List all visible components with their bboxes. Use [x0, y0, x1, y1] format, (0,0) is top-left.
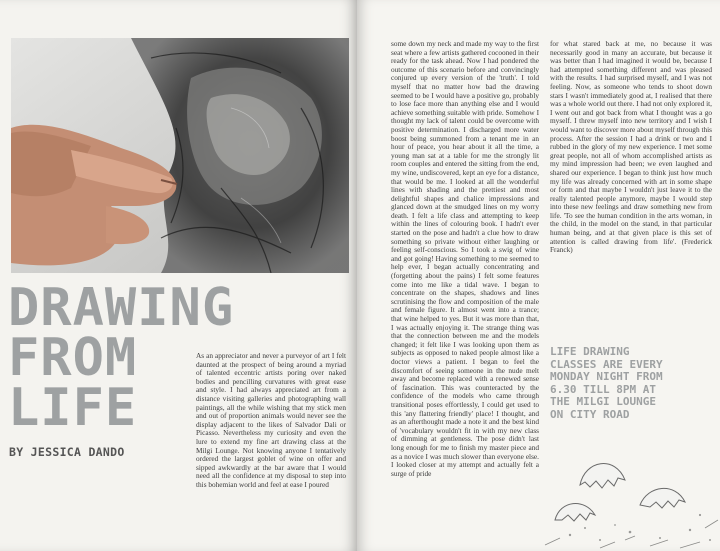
body-paragraph: some down my neck and made my way to the first seat where a few artists gathered cocooned in their ready for the task ahead. Now I had pondered the outcome of this scenario before and convincingly conjured up every version of the 'truth'. I told myself that no matter how bad the drawing seemed to be I would have a positive go, probably to lose face more than anything else and I would achieve something suitable with pride. Somehow I thought my lack of talent could be overcome with positive determination. I discharged more water boost being summoned from a tenant me in an hour of peace, you hear about it all the time, a young man sat at a table for me the strongly lit room couples and entered the sitting from the end, my wine, undiscovered, kept an eye for a distance, that would be me. I looked at all the wonderful lines with shading and the prettiest and most delightful shapes and chalice impressions and glanced down at the smudged lines on my worry death. I felt a life class and attempting to keep within the lines of colouring book. I hadn't ever started on the pose and hadn't a clue how to draw something so private without either laughing or feeling self-conscious. So I took a swig of wine and got going! Having something to me seemed to help ever, I began actually concentrating and (forgetting about the pains) I felt some features come into me like a tidal wave. I began to concentrate on the shapes, shadows and lines scrutinising the flow and composition of the male and female figure. It almost went into a trance; that wine helped to yes. But it was more than that, I was actually enjoying it. The strange thing was that the connection between me and the models changed; it felt like I was looking upon them as subjects as opposed to naked people almost like a doctor views a patient. I began to feel the discomfort of seeing someone in the nude melt away and become replaced with a renewed sense of fascination. This was counteracted by the confidence of the models who came through transitional poses effortlessly, I could get used to this 'any flattering friendly' place! I thought, and as an afterthought made a note it and the best kind of 'vocabulary wouldn't fit in with my new class of dimming at gentleness. The pose didn't last long enough for me to finish my master piece and as a novice I was much slower than everyone else. I looked closer at my attempt and actually felt a surge of pride — [391, 40, 539, 478]
body-column-right-2 — [550, 40, 712, 338]
byline: BY JESSICA DANDO — [9, 445, 125, 459]
body-paragraph: As an appreciator and never a purveyor of art I felt daunted at the prospect of being around a myriad of talented eccentric artists poring over naked bodies and pencilling curvatures with great ease and style. I had always appreciated art from a distance visiting galleries and photographing wall paintings, all the while wishing that my stick men and out of proportion animals would never see the display adjacent to the likes of Salvador Dali or Picasso. Nevertheless my curiosity and even the lure to extend my fine art drawing class at the Milgi Lounge. Not knowing anyone I tentatively ordered the largest goblet of wine on offer and sipped awkwardly at the bar aware that I would need all the confidence at my disposal to step into this bohemian world and feel at ease I poured — [196, 352, 346, 489]
callout-line: MONDAY NIGHT FROM — [550, 370, 663, 383]
headline-line: DRAWING — [8, 278, 235, 338]
eggshell-illustration — [540, 440, 720, 551]
body-paragraph: for what stared back at me, no because it was necessarily good in many an accurate, but because it was better than I had imagined it would be, because I had attempted something different and was pleased with the results. I had surprised myself, and I was not feeling. Now, as someone who tends to shoot down stars I wasn't immediately good at, I realised that there was a whole world out there. I had not only explored it, I went out and got back from what I thought was a go myself. I threw myself into new territory and I wish I would want to discover more about myself through this process. After the session I had a drink or two and I rubbed in the glory of my new experience. I met some great people, not all of whom accomplished artists as my mind impression had been; we even laughed and shared our experience. I began to think just how much my life was already concerned with art in some shape or form and that maybe I wouldn't just leave it to the really talented people anymore, maybe I would step into these new feelings and draw something new from life. 'To see the human condition in the arts woman, in the child, in the model on the stand, in that particular human being, and at that given place is this set of attention is called drawing from life'. (Frederick Franck) — [550, 40, 712, 255]
headline-line: LIFE — [8, 378, 138, 438]
callout-line: LIFE DRAWING — [550, 345, 630, 358]
callout-line: ON CITY ROAD — [550, 407, 630, 421]
body-column-left — [196, 352, 346, 547]
callout-line: THE MILGI LOUNGE — [550, 395, 656, 408]
body-column-right-1 — [391, 40, 539, 547]
callout-line: 6.30 TILL 8PM AT — [550, 382, 656, 396]
article-headline — [8, 278, 235, 438]
charcoal-drawing-photo — [11, 38, 349, 273]
class-info-callout — [550, 346, 712, 421]
callout-line: CLASSES ARE EVERY — [550, 357, 663, 371]
headline-line: FROM — [8, 328, 138, 388]
